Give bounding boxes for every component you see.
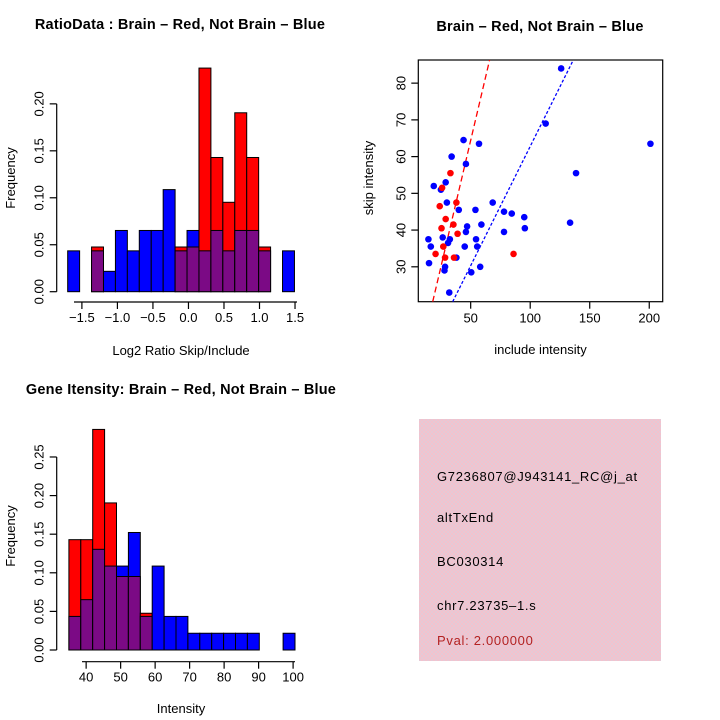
y-axis-label: Frequency	[3, 505, 18, 567]
histogram-bar	[127, 251, 139, 292]
ratio-histogram-svg	[0, 0, 360, 360]
x-tick-label: 40	[78, 669, 94, 685]
scatter-point	[464, 223, 471, 230]
scatter-point	[463, 161, 470, 168]
plot-box	[418, 60, 662, 302]
histogram-bar	[259, 251, 271, 292]
x-tick-label: 70	[182, 669, 197, 685]
scatter-point	[441, 267, 448, 274]
scatter-point	[647, 140, 654, 147]
x-tick-label: 1.5	[285, 310, 305, 325]
x-tick-label: 90	[251, 669, 266, 685]
histogram-bar	[164, 616, 176, 650]
y-tick-label: 70	[393, 112, 409, 128]
chart-title: Gene Itensity: Brain – Red, Not Brain – Blue	[25, 382, 337, 398]
y-tick-label: 0.20	[31, 91, 47, 117]
scatter-point	[442, 254, 449, 261]
scatter-point	[446, 289, 453, 296]
histogram-bar	[224, 633, 236, 650]
histogram-bar	[81, 600, 93, 650]
locus-text: chr7.23735–1.s	[437, 598, 537, 613]
y-tick-label: 0.00	[31, 637, 47, 663]
scatter-point	[542, 120, 549, 127]
scatter-point	[478, 221, 485, 228]
y-tick-label: 0.05	[31, 232, 47, 258]
gene-info-box	[419, 419, 661, 661]
histogram-bar	[200, 633, 212, 650]
chart-title: RatioData : Brain – Red, Not Brain – Blue	[34, 17, 326, 33]
scatter-point	[501, 208, 508, 215]
x-tick-label: −1.0	[104, 310, 131, 325]
scatter-point	[460, 137, 467, 144]
histogram-bar	[139, 230, 151, 291]
x-tick-label: 200	[638, 310, 661, 326]
scatter-point	[461, 243, 468, 250]
y-tick-label: 0.05	[31, 598, 47, 625]
scatter-point	[430, 183, 437, 190]
scatter-point	[468, 269, 475, 276]
histogram-bar	[175, 251, 187, 292]
intensity-scatter-svg	[360, 0, 720, 360]
y-axis-label: Frequency	[3, 147, 18, 209]
x-tick-label: 50	[113, 669, 128, 685]
accession-text: BC030314	[437, 554, 505, 569]
scatter-point	[463, 229, 470, 236]
panel-ratio-histogram	[0, 0, 360, 360]
scatter-point	[474, 243, 481, 250]
y-tick-label: 0.15	[31, 138, 47, 164]
scatter-point	[489, 199, 496, 206]
scatter-point	[439, 234, 446, 241]
chart-title: Brain – Red, Not Brain – Blue	[436, 19, 644, 35]
x-axis-label: Intensity	[156, 701, 206, 716]
y-tick-label: 40	[393, 222, 409, 238]
scatter-point	[444, 199, 451, 206]
histogram-bar	[152, 566, 164, 650]
histogram-bar	[116, 576, 128, 650]
event-type-text: altTxEnd	[437, 510, 494, 525]
histogram-bar	[247, 230, 259, 291]
y-axis-label: skip intensity	[361, 140, 376, 216]
histogram-bar	[199, 251, 211, 292]
scatter-point	[477, 264, 484, 271]
panel-gene-info	[360, 360, 720, 720]
scatter-point	[448, 153, 455, 160]
histogram-bar	[223, 251, 235, 292]
histogram-bar	[151, 230, 163, 291]
histogram-bar	[93, 549, 105, 650]
histogram-bar	[176, 616, 188, 650]
x-axis-label: include intensity	[494, 342, 587, 357]
panel-gene-intensity-histogram	[0, 360, 360, 720]
scatter-point	[450, 221, 457, 228]
histogram-bar	[212, 633, 224, 650]
scatter-point	[442, 216, 449, 223]
x-tick-label: 150	[578, 310, 601, 326]
y-tick-label: 0.00	[31, 279, 47, 305]
histogram-bar	[211, 230, 223, 291]
histogram-bar	[103, 271, 115, 291]
y-tick-label: 0.10	[31, 560, 47, 586]
scatter-point	[440, 243, 447, 250]
histogram-bar	[115, 230, 127, 291]
histogram-bar	[235, 633, 247, 650]
x-tick-label: −0.5	[140, 310, 166, 325]
scatter-point	[521, 214, 528, 221]
panel-intensity-scatter	[360, 0, 720, 360]
x-tick-label: −1.5	[69, 310, 95, 325]
histogram-bar	[283, 251, 295, 292]
y-tick-label: 30	[393, 259, 409, 275]
histogram-bar	[105, 566, 117, 650]
scatter-point	[442, 179, 449, 186]
histogram-bar	[187, 247, 199, 292]
y-tick-label: 80	[393, 75, 409, 91]
histogram-bar	[247, 633, 259, 650]
scatter-point	[508, 210, 515, 217]
scatter-point	[455, 207, 462, 214]
histogram-bar	[163, 190, 175, 292]
scatter-point	[573, 170, 580, 177]
scatter-point	[501, 229, 508, 236]
x-axis-label: Log2 Ratio Skip/Include	[112, 343, 250, 358]
histogram-bar	[92, 251, 104, 292]
gene-histogram-svg	[0, 360, 360, 720]
x-tick-label: 0.0	[179, 310, 198, 325]
scatter-point	[427, 243, 434, 250]
histogram-bar	[69, 616, 81, 650]
histogram-bar	[68, 251, 80, 292]
scatter-point	[425, 236, 432, 243]
y-tick-label: 0.20	[31, 482, 47, 509]
scatter-point	[567, 219, 574, 226]
histogram-bar	[283, 633, 295, 650]
scatter-point	[436, 203, 443, 210]
x-tick-label: 1.0	[250, 310, 269, 325]
x-tick-label: 80	[216, 669, 232, 685]
scatter-point	[451, 254, 458, 261]
scatter-point	[453, 199, 460, 206]
histogram-bar	[235, 230, 247, 291]
not-brain-fit-line	[453, 60, 574, 302]
histogram-bar	[188, 633, 200, 650]
y-tick-label: 60	[393, 149, 409, 164]
x-tick-label: 100	[282, 669, 304, 685]
pval-text: Pval: 2.000000	[437, 633, 534, 648]
histogram-bar	[128, 576, 140, 650]
scatter-point	[426, 260, 433, 267]
y-tick-label: 0.25	[31, 444, 47, 470]
y-tick-label: 0.10	[31, 185, 47, 211]
scatter-point	[473, 236, 480, 243]
scatter-point	[432, 251, 439, 258]
y-tick-label: 0.15	[31, 521, 47, 547]
scatter-point	[439, 185, 446, 192]
histogram-bar	[140, 616, 152, 650]
scatter-point	[438, 225, 445, 232]
x-tick-label: 100	[519, 310, 542, 326]
scatter-point	[522, 225, 529, 232]
scatter-point	[454, 230, 461, 237]
x-tick-label: 60	[147, 669, 163, 685]
x-tick-label: 0.5	[214, 310, 234, 325]
scatter-point	[558, 65, 565, 72]
scatter-point	[472, 207, 479, 214]
scatter-point	[476, 140, 483, 147]
scatter-point	[447, 170, 454, 177]
x-tick-label: 50	[463, 310, 478, 326]
scatter-point	[510, 251, 517, 258]
probe-id-text: G7236807@J943141_RC@j_at	[437, 469, 638, 484]
y-tick-label: 50	[393, 186, 409, 201]
